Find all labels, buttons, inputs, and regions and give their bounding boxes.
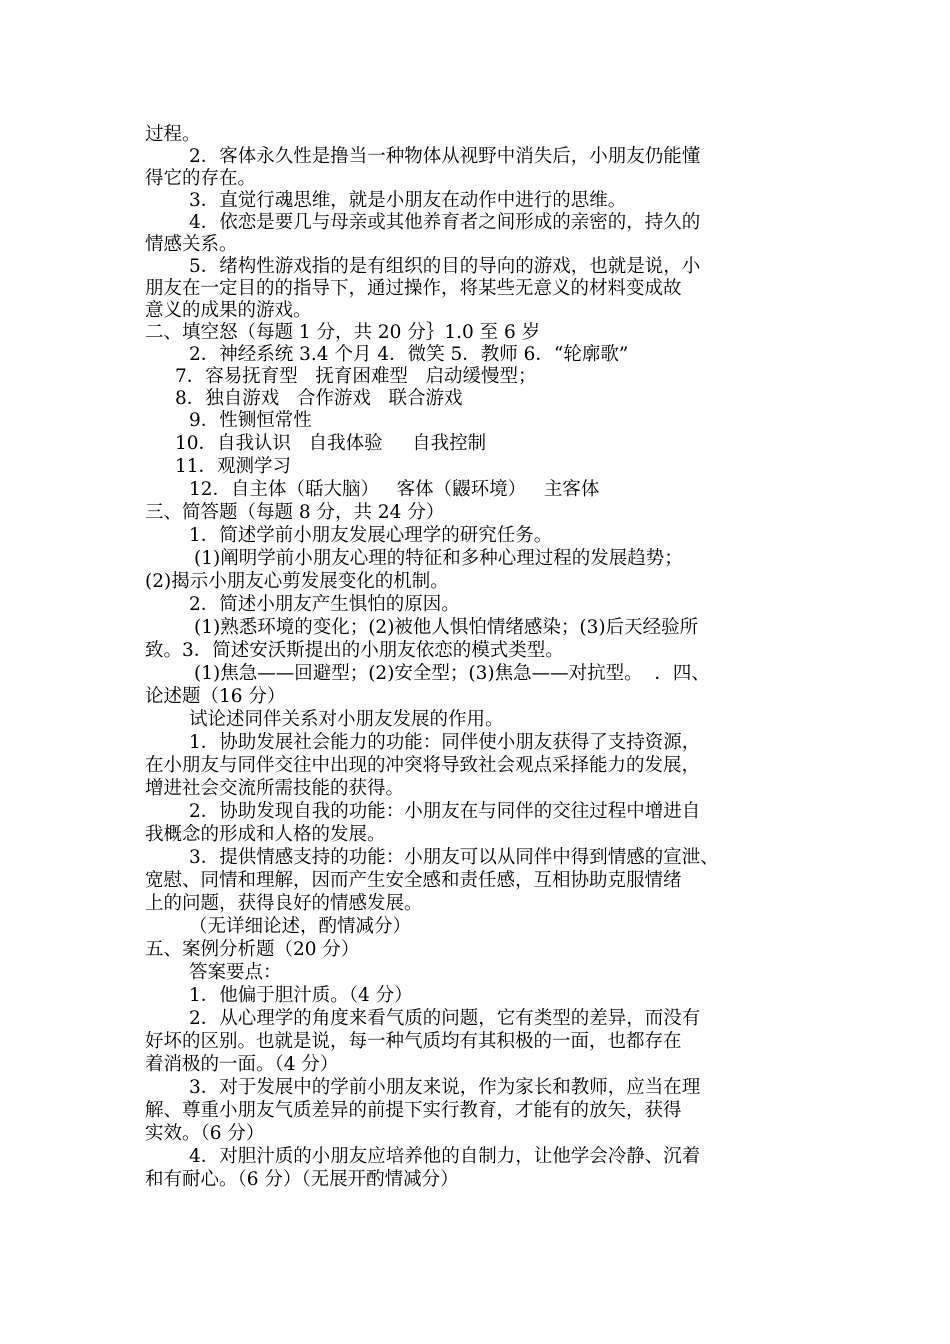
text-line: 11．观测学习	[175, 456, 292, 477]
text-line: 2．从心理学的角度来看气质的问题，它有类型的差异，而没有	[189, 1008, 701, 1029]
text-line: 宽慰、同情和理解，因而产生安全感和责任感，互相协助克服情绪	[145, 870, 682, 891]
text-line: (1)焦急——回避型；(2)安全型；(3)焦急——对抗型。 ．四、	[194, 663, 710, 684]
section-heading: 论述题（16 分）	[145, 686, 286, 707]
text-line: 12．自主体（聒大脑） 客体（鼹环境） 主客体	[189, 479, 600, 500]
section-heading: 五、案例分析题（20 分）	[145, 939, 360, 960]
text-line: 8．独自游戏 合作游戏 联合游戏	[175, 388, 463, 409]
text-line: 致。3．简述安沃斯提出的小朋友依恋的模式类型。	[145, 640, 564, 661]
text-line: （无详细论述，酌情减分）	[189, 916, 412, 937]
text-line: 和有耐心。（6 分）（无展开酌情减分）	[145, 1169, 459, 1190]
text-line: (2)揭示小朋友心剪发展变化的机制。	[145, 571, 449, 592]
text-line: 得它的存在。	[145, 168, 257, 189]
text-line: 1．他偏于胆汁质。（4 分）	[189, 985, 413, 1006]
text-line: (1)阐明学前小朋友心理的特征和多种心理过程的发展趋势；	[194, 548, 683, 569]
text-line: 我概念的形成和人格的发展。	[145, 824, 386, 845]
text-line: 9．性铡恒常性	[189, 410, 312, 431]
text-line: (1)熟悉环境的变化；(2)被他人惧怕情绪感染；(3)后天经验所	[194, 617, 699, 638]
text-line: 情感关系。	[145, 234, 238, 255]
text-line: 10．自我认识 自我体验 自我控制	[175, 433, 487, 454]
text-line: 3．对于发展中的学前小朋友来说，作为家长和教师，应当在理	[189, 1077, 701, 1098]
text-line: 3．直觉行魂思维，就是小朋友在动作中进行的思维。	[189, 190, 627, 211]
text-line: 上的问题，获得良好的情感发展。	[145, 893, 423, 914]
text-line: 3．提供情感支持的功能：小朋友可以从同伴中得到情感的宣泄、	[189, 847, 719, 868]
section-heading: 二、填空怒（每题 1 分，共 20 分｝1.0 至 6 岁	[145, 322, 541, 343]
text-line: 增进社会交流所需技能的获得。	[145, 778, 405, 799]
text-line: 2．神经系统 3.4 个月 4．微笑 5．教师 6．“轮廓歌”	[189, 344, 629, 365]
text-line: 2．客体永久性是撸当一种物体从视野中消失后，小朋友仍能懂	[189, 146, 701, 167]
text-line: 答案要点：	[189, 962, 282, 983]
text-line: 7．容易抚育型 抚育困难型 启动缓慢型；	[175, 366, 537, 387]
text-line: 过程。	[145, 124, 201, 145]
text-line: 试论述同伴关系对小朋友发展的作用。	[189, 709, 504, 730]
text-line: 意义的成果的游戏。	[145, 300, 312, 321]
text-line: 好坏的区别。也就是说，每一种气质均有其积极的一面，也都存在	[145, 1031, 682, 1052]
text-line: 1．协助发展社会能力的功能：同伴使小朋友获得了支持资源，	[189, 732, 701, 753]
text-line: 4．对胆汁质的小朋友应培养他的自制力，让他学会冷静、沉着	[189, 1146, 701, 1167]
text-line: 在小朋友与同伴交往中出现的冲突将导致社会观点采择能力的发展，	[145, 755, 701, 776]
section-heading: 三、简答题（每题 8 分，共 24 分）	[145, 502, 445, 523]
text-line: 4．依恋是要几与母亲或其他养育者之间形成的亲密的，持久的	[189, 212, 701, 233]
text-line: 2．简述小朋友产生惧怕的原因。	[189, 594, 460, 615]
text-line: 解、尊重小朋友气质差异的前提下实行教育，才能有的放矢，获得	[145, 1100, 682, 1121]
text-line: 5．绪构性游戏指的是有组织的目的导向的游戏，也就是说，小	[189, 256, 701, 277]
text-line: 朋友在一定目的的指导下，通过操作，将某些无意义的材料变成故	[145, 278, 682, 299]
text-line: 实效。（6 分）	[145, 1123, 265, 1144]
text-line: 着消极的一面。（4 分）	[145, 1054, 339, 1075]
text-line: 2．协助发现自我的功能：小朋友在与同伴的交往过程中增进自	[189, 801, 701, 822]
text-line: 1．简述学前小朋友发展心理学的研究任务。	[189, 525, 553, 546]
